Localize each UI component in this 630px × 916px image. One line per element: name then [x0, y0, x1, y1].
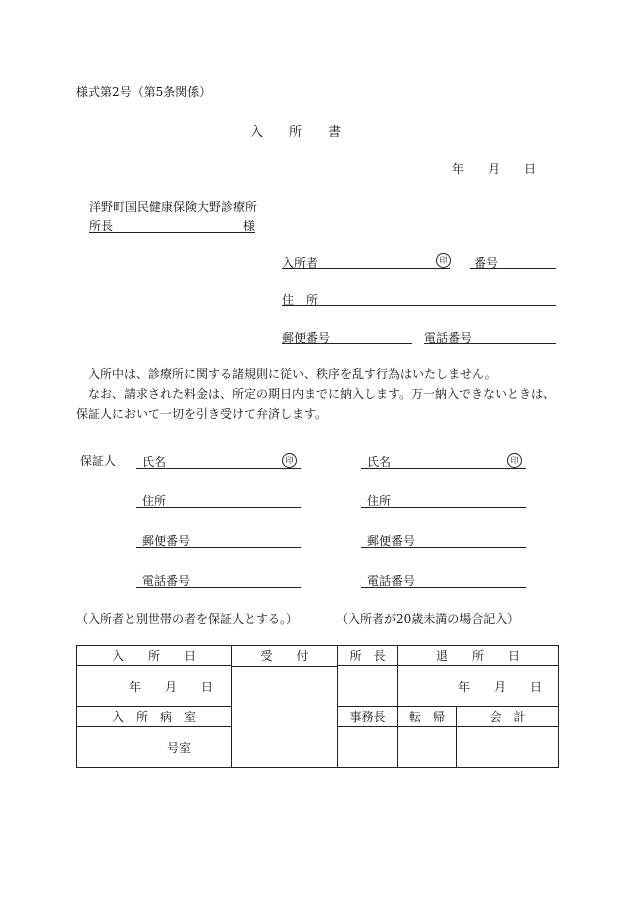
- ward-header: 入 所 病 室: [77, 706, 232, 726]
- guarantor1-phone-field[interactable]: [136, 572, 301, 588]
- director-stamp-cell[interactable]: [338, 666, 398, 707]
- guarantor2-phone-field[interactable]: [361, 572, 526, 588]
- director-header: 所 長: [338, 646, 398, 666]
- guarantor-note-right: （入所者が20歳未満の場合記入）: [336, 612, 520, 626]
- office-use-table: [76, 645, 559, 768]
- guarantor2-seal-icon: 印: [507, 453, 522, 468]
- guarantor2-postal-field[interactable]: [361, 532, 526, 548]
- addressee-line: [89, 217, 255, 233]
- guarantor-note-left: （入所者と別世帯の者を保証人とする。）: [76, 612, 299, 626]
- ward-room-value[interactable]: 号室: [77, 727, 232, 768]
- guarantor2-name-field[interactable]: [361, 453, 526, 469]
- applicant-seal-icon: 印: [436, 253, 451, 268]
- guarantor1-phone-label: 電話番号: [142, 574, 191, 588]
- outcome-cell[interactable]: [398, 727, 457, 768]
- guarantor2-postal-label: 郵便番号: [367, 534, 416, 548]
- guarantor1-address-field[interactable]: [136, 492, 301, 508]
- applicant-name-field[interactable]: [282, 254, 450, 269]
- admission-date-value[interactable]: 年 月 日: [77, 666, 232, 707]
- accounting-cell[interactable]: [457, 727, 559, 768]
- applicant-number-label: 番号: [474, 256, 499, 270]
- office-manager-header: 事務長: [338, 706, 398, 726]
- outcome-header: 転 帰: [398, 706, 457, 726]
- applicant-address-label: 住 所: [282, 293, 319, 307]
- applicant-phone-field[interactable]: [424, 329, 556, 344]
- admission-date-header: 入 所 日: [77, 646, 232, 666]
- guarantor2-name-label: 氏名: [367, 455, 392, 469]
- statement: [76, 364, 556, 424]
- applicant-postal-label: 郵便番号: [282, 331, 331, 345]
- discharge-date-value[interactable]: 年 月 日: [398, 666, 559, 707]
- guarantor1-address-label: 住所: [142, 494, 167, 508]
- addressee-title: 所長: [89, 219, 114, 233]
- addressee-org: 洋野町国民健康保険大野診療所: [89, 200, 258, 214]
- guarantor-label: 保証人: [80, 454, 117, 468]
- addressee-suffix: 様: [242, 219, 255, 233]
- guarantor1-name-label: 氏名: [142, 455, 167, 469]
- applicant-address-field[interactable]: [282, 291, 556, 306]
- guarantor2-phone-label: 電話番号: [367, 574, 416, 588]
- statement-line-2: なお、請求された料金は、所定の期日内までに納入します。万一納入できないときは、: [88, 387, 556, 401]
- guarantor1-postal-label: 郵便番号: [142, 534, 191, 548]
- guarantor2-address-field[interactable]: [361, 492, 526, 508]
- accounting-header: 会 計: [457, 706, 559, 726]
- applicant-number-field[interactable]: [470, 254, 556, 269]
- guarantor1-seal-icon: 印: [282, 453, 297, 468]
- discharge-date-header: 退 所 日: [398, 646, 559, 666]
- applicant-postal-field[interactable]: [282, 329, 412, 344]
- statement-line-1: 入所中は、診療所に関する諸規則に従い、秩序を乱す行為はいたしません。: [88, 367, 497, 381]
- reception-cell[interactable]: [232, 646, 338, 768]
- statement-line-3: 保証人において一切を引き受けて弁済します。: [76, 407, 328, 421]
- form-number: 様式第2号（第5条関係）: [76, 85, 212, 99]
- applicant-phone-label: 電話番号: [424, 331, 473, 345]
- guarantor1-name-field[interactable]: [136, 453, 301, 469]
- page-title: 入 所 書: [250, 125, 342, 140]
- date-line: 年 月 日: [452, 162, 537, 176]
- guarantor2-address-label: 住所: [367, 494, 392, 508]
- office-manager-stamp-cell[interactable]: [338, 727, 398, 768]
- guarantor1-postal-field[interactable]: [136, 532, 301, 548]
- reception-header: 受 付: [232, 646, 337, 667]
- applicant-name-label: 入所者: [282, 256, 319, 270]
